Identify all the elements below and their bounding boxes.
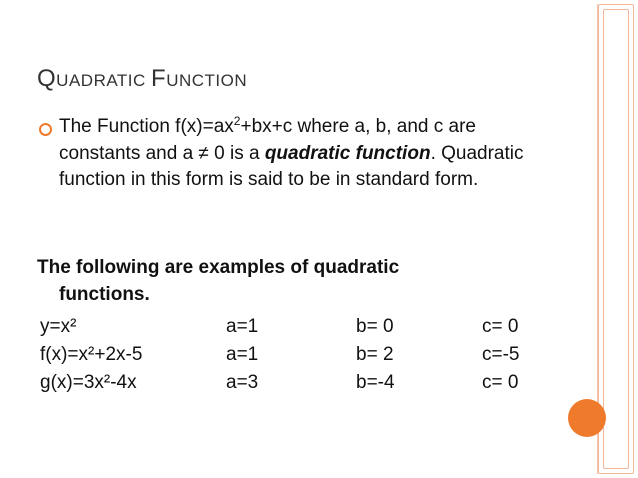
definition-text-1: The Function f(x)=ax (59, 116, 234, 137)
example-b-value: b= 0 (356, 316, 394, 337)
example-row (40, 341, 560, 369)
example-row (40, 313, 560, 341)
slide-title (37, 65, 247, 93)
definition-text-2: +bx+c where a, b, and c are constants and a ≠ 0 is a (59, 116, 477, 164)
example-c-value: c= 0 (482, 316, 519, 337)
orange-circle-decoration (568, 399, 606, 437)
example-b-value: b=-4 (356, 372, 395, 393)
example-b-value: b= 2 (356, 344, 394, 365)
examples-heading-line-2: functions. (59, 284, 150, 305)
definition-emphasis: quadratic function (264, 142, 431, 164)
example-c-value: c=-5 (482, 344, 520, 365)
definition-paragraph (59, 114, 549, 194)
title-second-rest: UNCTION (166, 71, 248, 90)
example-row (40, 369, 560, 397)
example-a-value: a=1 (226, 316, 259, 337)
title-second-cap: F (151, 65, 167, 92)
circle-bullet-icon (38, 122, 53, 137)
example-function: f(x)=x²+2x-5 (40, 344, 143, 365)
example-a-value: a=3 (226, 372, 259, 393)
examples-heading-line-1: The following are examples of quadratic (37, 257, 400, 278)
definition-exponent: 2 (233, 114, 241, 128)
title-first-cap: Q (37, 65, 57, 92)
examples-table (40, 313, 560, 397)
definition-text-3: . Quadratic function in this form is said to be in standard form. (59, 142, 524, 190)
example-c-value: c= 0 (482, 372, 519, 393)
example-a-value: a=1 (226, 344, 259, 365)
title-first-rest: UADRATIC (56, 71, 152, 90)
decorative-frame-inner (603, 9, 629, 469)
example-function: y=x² (40, 316, 77, 337)
example-function: g(x)=3x²-4x (40, 372, 137, 393)
examples-heading (37, 254, 497, 308)
